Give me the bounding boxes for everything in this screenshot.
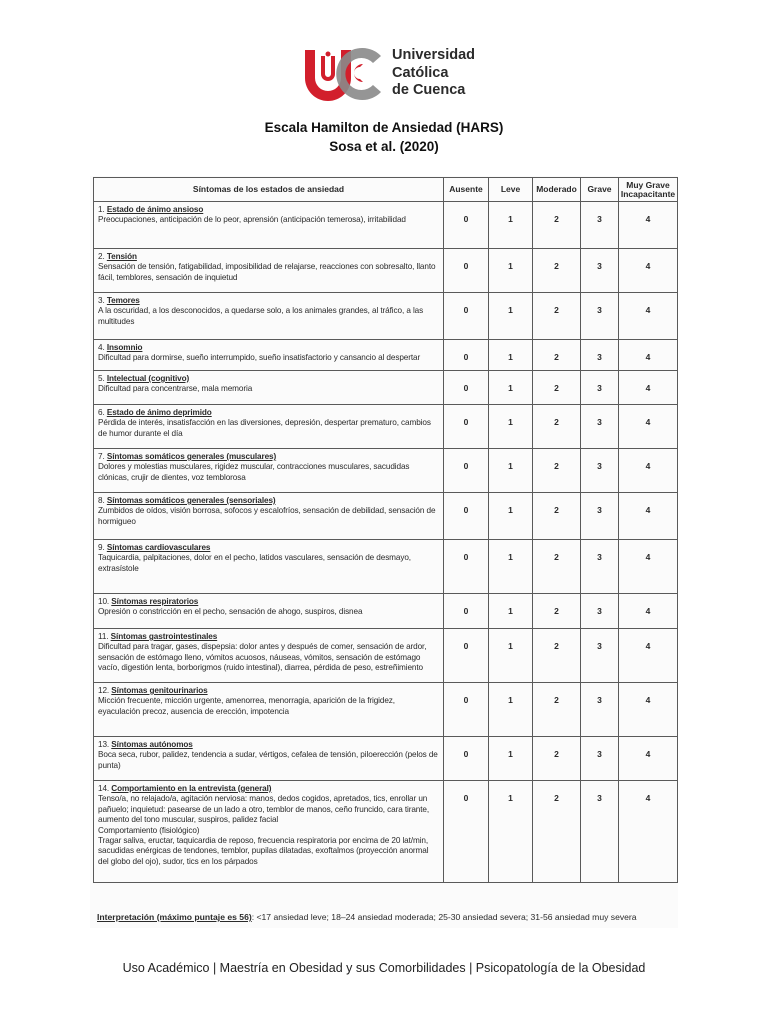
score-cell: 1: [489, 540, 533, 594]
symptom-description: Pérdida de interés, insatisfacción en las diversiones, depresión, despertar prematuro, cambios de humor durante el día: [98, 418, 431, 438]
symptom-description: Dificultad para concentrarse, mala memoria: [98, 384, 253, 394]
symptom-description: Dolores y molestias musculares, rigidez muscular, contracciones musculares, sacudidas clónicas, crujir de dientes, voz temblorosa: [98, 462, 410, 482]
table-row: [94, 594, 678, 629]
symptom-heading: [98, 374, 439, 384]
table-row: [94, 202, 678, 249]
symptom-description: Micción frecuente, micción urgente, amenorrea, menorragia, aparición de la frigidez, eyaculación precoz, ausencia de erección, impotencia: [98, 696, 395, 716]
score-cell: 0: [444, 293, 489, 340]
symptom-heading: [98, 205, 439, 215]
table-row: [94, 629, 678, 683]
symptom-name: Intelectual (cognitivo): [106, 374, 190, 383]
logo-line-2: Católica: [392, 64, 449, 81]
header-absent: Ausente: [444, 178, 489, 202]
symptom-name: Síntomas gastrointestinales: [110, 632, 218, 641]
logo-emblem-icon: [303, 42, 389, 104]
score-cell: 1: [489, 737, 533, 781]
symptom-heading: [98, 408, 439, 418]
interpretation-label: Interpretación (máximo puntaje es 56): [97, 912, 252, 922]
symptom-name: Síntomas somáticos generales (musculares): [106, 452, 277, 461]
symptom-name: Síntomas respiratorios: [111, 597, 199, 606]
symptom-description: Taquicardia, palpitaciones, dolor en el pecho, latidos vasculares, sensación de desmayo, extrasístole: [98, 553, 411, 573]
score-cell: 4: [619, 594, 678, 629]
score-cell: 3: [581, 594, 619, 629]
table-row: [94, 249, 678, 293]
score-cell: 1: [489, 405, 533, 449]
symptom-number: 8.: [98, 496, 105, 505]
score-cell: 2: [533, 202, 581, 249]
logo-line-3: de Cuenca: [392, 82, 466, 98]
symptom-number: 5.: [98, 374, 105, 383]
score-cell: 1: [489, 340, 533, 371]
symptom-cell: [94, 629, 444, 683]
score-cell: 0: [444, 449, 489, 493]
symptom-name: Estado de ánimo ansioso: [106, 205, 204, 214]
score-cell: 3: [581, 371, 619, 405]
score-cell: 2: [533, 293, 581, 340]
score-cell: 0: [444, 594, 489, 629]
score-cell: 1: [489, 594, 533, 629]
score-cell: 3: [581, 737, 619, 781]
symptom-cell: [94, 249, 444, 293]
score-cell: 1: [489, 249, 533, 293]
score-cell: 2: [533, 405, 581, 449]
symptom-cell: [94, 405, 444, 449]
symptom-description: Boca seca, rubor, palidez, tendencia a sudar, vértigos, cefalea de tensión, piloerección (pelos de punta): [98, 750, 438, 770]
score-cell: 4: [619, 540, 678, 594]
symptom-heading: [98, 343, 439, 353]
score-cell: 4: [619, 202, 678, 249]
symptom-name: Síntomas somáticos generales (sensoriales): [106, 496, 276, 505]
table-row: [94, 737, 678, 781]
score-cell: 0: [444, 371, 489, 405]
symptom-heading: [98, 740, 439, 750]
symptom-description: Preocupaciones, anticipación de lo peor, aprensión (anticipación temerosa), irritabilidad: [98, 215, 406, 225]
score-cell: 0: [444, 202, 489, 249]
table-row: [94, 540, 678, 594]
score-cell: 4: [619, 249, 678, 293]
table-row: [94, 493, 678, 540]
score-cell: 1: [489, 493, 533, 540]
symptom-description: Tragar saliva, eructar, taquicardia de reposo, frecuencia respiratoria por encima de 20 lat/min, sacudidas enérgicas de tendones, temblor, pupilas dilatadas, exoftalmos (proyección anormal del globo del ojo), sudor, tics en los párpados: [98, 836, 429, 866]
symptom-description: Zumbidos de oídos, visión borrosa, sofocos y escalofríos, sensación de debilidad, sensación de hormigueo: [98, 506, 436, 526]
symptom-cell: [94, 293, 444, 340]
score-cell: 2: [533, 493, 581, 540]
symptom-name: Síntomas genitourinarios: [111, 686, 208, 695]
symptom-name: Síntomas cardiovasculares: [106, 543, 211, 552]
score-cell: 4: [619, 737, 678, 781]
header-moderate: Moderado: [533, 178, 581, 202]
score-cell: 4: [619, 683, 678, 737]
interpretation: [97, 912, 677, 922]
symptom-heading: [98, 543, 439, 553]
symptom-cell: [94, 493, 444, 540]
score-cell: 2: [533, 594, 581, 629]
document-subtitle: Sosa et al. (2020): [329, 139, 439, 154]
symptom-heading: [98, 632, 439, 642]
symptom-cell: [94, 449, 444, 493]
score-cell: 4: [619, 493, 678, 540]
symptom-heading: [98, 252, 439, 262]
score-cell: 1: [489, 781, 533, 883]
score-cell: 4: [619, 449, 678, 493]
score-cell: 0: [444, 781, 489, 883]
symptom-number: 14.: [98, 784, 110, 793]
score-cell: 2: [533, 340, 581, 371]
score-cell: 1: [489, 202, 533, 249]
table-row: [94, 405, 678, 449]
symptom-cell: [94, 371, 444, 405]
score-cell: 4: [619, 371, 678, 405]
symptom-description: Comportamiento (fisiológico): [98, 825, 200, 835]
table-row: [94, 371, 678, 405]
header-symptoms: Síntomas de los estados de ansiedad: [94, 178, 444, 202]
score-cell: 4: [619, 340, 678, 371]
table-header-row: [94, 178, 678, 202]
symptom-heading: [98, 686, 439, 696]
score-cell: 4: [619, 293, 678, 340]
table-row: [94, 683, 678, 737]
symptom-heading: [98, 452, 439, 462]
score-cell: 2: [533, 737, 581, 781]
symptom-number: 11.: [98, 632, 109, 641]
score-cell: 2: [533, 249, 581, 293]
logo-line-1: Universidad: [392, 47, 475, 63]
score-cell: 1: [489, 371, 533, 405]
symptom-description: Dificultad para tragar, gases, dispepsia: dolor antes y después de comer, sensación de ardor, sensación de estómago lleno, vómitos acuosos, náuseas, vómitos, sensación de estómago vacío, digestión lenta, borborigmos (ruido intestinal), diarrea, pérdida de peso, estreñimiento: [98, 642, 427, 673]
score-cell: 0: [444, 249, 489, 293]
score-cell: 3: [581, 340, 619, 371]
symptom-description: Tenso/a, no relajado/a, agitación nerviosa: manos, dedos cogidos, apretados, tics, enrollar un pañuelo; inquietud: pasearse de un lado a otro, temblor de manos, ceño fruncido, cara tirante, aumento del tono muscular, suspiros, palidez facial: [98, 794, 430, 825]
symptom-cell: [94, 737, 444, 781]
score-cell: 3: [581, 683, 619, 737]
score-cell: 4: [619, 629, 678, 683]
symptom-description: Sensación de tensión, fatigabilidad, imposibilidad de relajarse, reacciones con sobresalto, llanto fácil, temblores, sensación de inquietud: [98, 262, 436, 282]
score-cell: 3: [581, 629, 619, 683]
symptom-name: Síntomas autónomos: [111, 740, 193, 749]
symptom-heading: [98, 496, 439, 506]
symptom-cell: [94, 683, 444, 737]
hars-table: [93, 177, 678, 883]
table-row: [94, 340, 678, 371]
score-cell: 3: [581, 249, 619, 293]
score-cell: 4: [619, 405, 678, 449]
score-cell: 3: [581, 293, 619, 340]
score-cell: 3: [581, 202, 619, 249]
symptom-description: A la oscuridad, a los desconocidos, a quedarse solo, a los animales grandes, al tráfico, a las multitudes: [98, 306, 424, 326]
symptom-number: 12.: [98, 686, 110, 695]
score-cell: 2: [533, 683, 581, 737]
symptom-number: 2.: [98, 252, 105, 261]
symptom-heading: [98, 784, 439, 794]
header-mild: Leve: [489, 178, 533, 202]
symptom-description: Dificultad para dormirse, sueño interrumpido, sueño insatisfactorio y cansancio al despertar: [98, 353, 421, 363]
symptom-number: 6.: [98, 408, 105, 417]
symptom-cell: [94, 781, 444, 883]
symptom-name: Temores: [106, 296, 140, 305]
score-cell: 2: [533, 371, 581, 405]
table-body: [94, 202, 678, 883]
document-title: Escala Hamilton de Ansiedad (HARS): [264, 120, 504, 135]
score-cell: 2: [533, 540, 581, 594]
university-logo: [303, 42, 473, 104]
symptom-number: 13.: [98, 740, 110, 749]
symptom-cell: [94, 202, 444, 249]
score-cell: 0: [444, 493, 489, 540]
header-severe: Grave: [581, 178, 619, 202]
symptom-cell: [94, 594, 444, 629]
page-footer: Uso Académico | Maestría en Obesidad y sus Comorbilidades | Psicopatología de la Obesidad: [122, 961, 646, 975]
score-cell: 0: [444, 629, 489, 683]
score-cell: 2: [533, 629, 581, 683]
score-cell: 0: [444, 737, 489, 781]
score-cell: 2: [533, 449, 581, 493]
score-cell: 1: [489, 293, 533, 340]
table-row: [94, 781, 678, 883]
symptom-name: Insomnio: [106, 343, 143, 352]
symptom-number: 7.: [98, 452, 105, 461]
score-cell: 0: [444, 340, 489, 371]
score-cell: 3: [581, 540, 619, 594]
score-cell: 0: [444, 540, 489, 594]
score-cell: 2: [533, 781, 581, 883]
symptom-number: 3.: [98, 296, 105, 305]
symptom-number: 1.: [98, 205, 105, 214]
symptom-name: Tensión: [106, 252, 137, 261]
score-cell: 3: [581, 493, 619, 540]
header-very-severe: Muy Grave Incapacitante: [619, 178, 678, 202]
score-cell: 3: [581, 405, 619, 449]
interpretation-text: : <17 ansiedad leve; 18–24 ansiedad moderada; 25-30 ansiedad severa; 31-56 ansiedad muy severa: [251, 912, 637, 922]
symptom-cell: [94, 540, 444, 594]
symptom-heading: [98, 597, 439, 607]
score-cell: 4: [619, 781, 678, 883]
symptom-heading: [98, 296, 439, 306]
score-cell: 1: [489, 683, 533, 737]
score-cell: 0: [444, 405, 489, 449]
symptom-number: 9.: [98, 543, 105, 552]
table-row: [94, 449, 678, 493]
symptom-number: 4.: [98, 343, 105, 352]
symptom-cell: [94, 340, 444, 371]
score-cell: 1: [489, 629, 533, 683]
table-row: [94, 293, 678, 340]
symptom-description: Opresión o constricción en el pecho, sensación de ahogo, suspiros, disnea: [98, 607, 363, 617]
symptom-name: Estado de ánimo deprimido: [106, 408, 212, 417]
score-cell: 3: [581, 449, 619, 493]
symptom-number: 10.: [98, 597, 110, 606]
score-cell: 0: [444, 683, 489, 737]
score-cell: 1: [489, 449, 533, 493]
symptom-name: Comportamiento en la entrevista (general): [111, 784, 272, 793]
score-cell: 3: [581, 781, 619, 883]
